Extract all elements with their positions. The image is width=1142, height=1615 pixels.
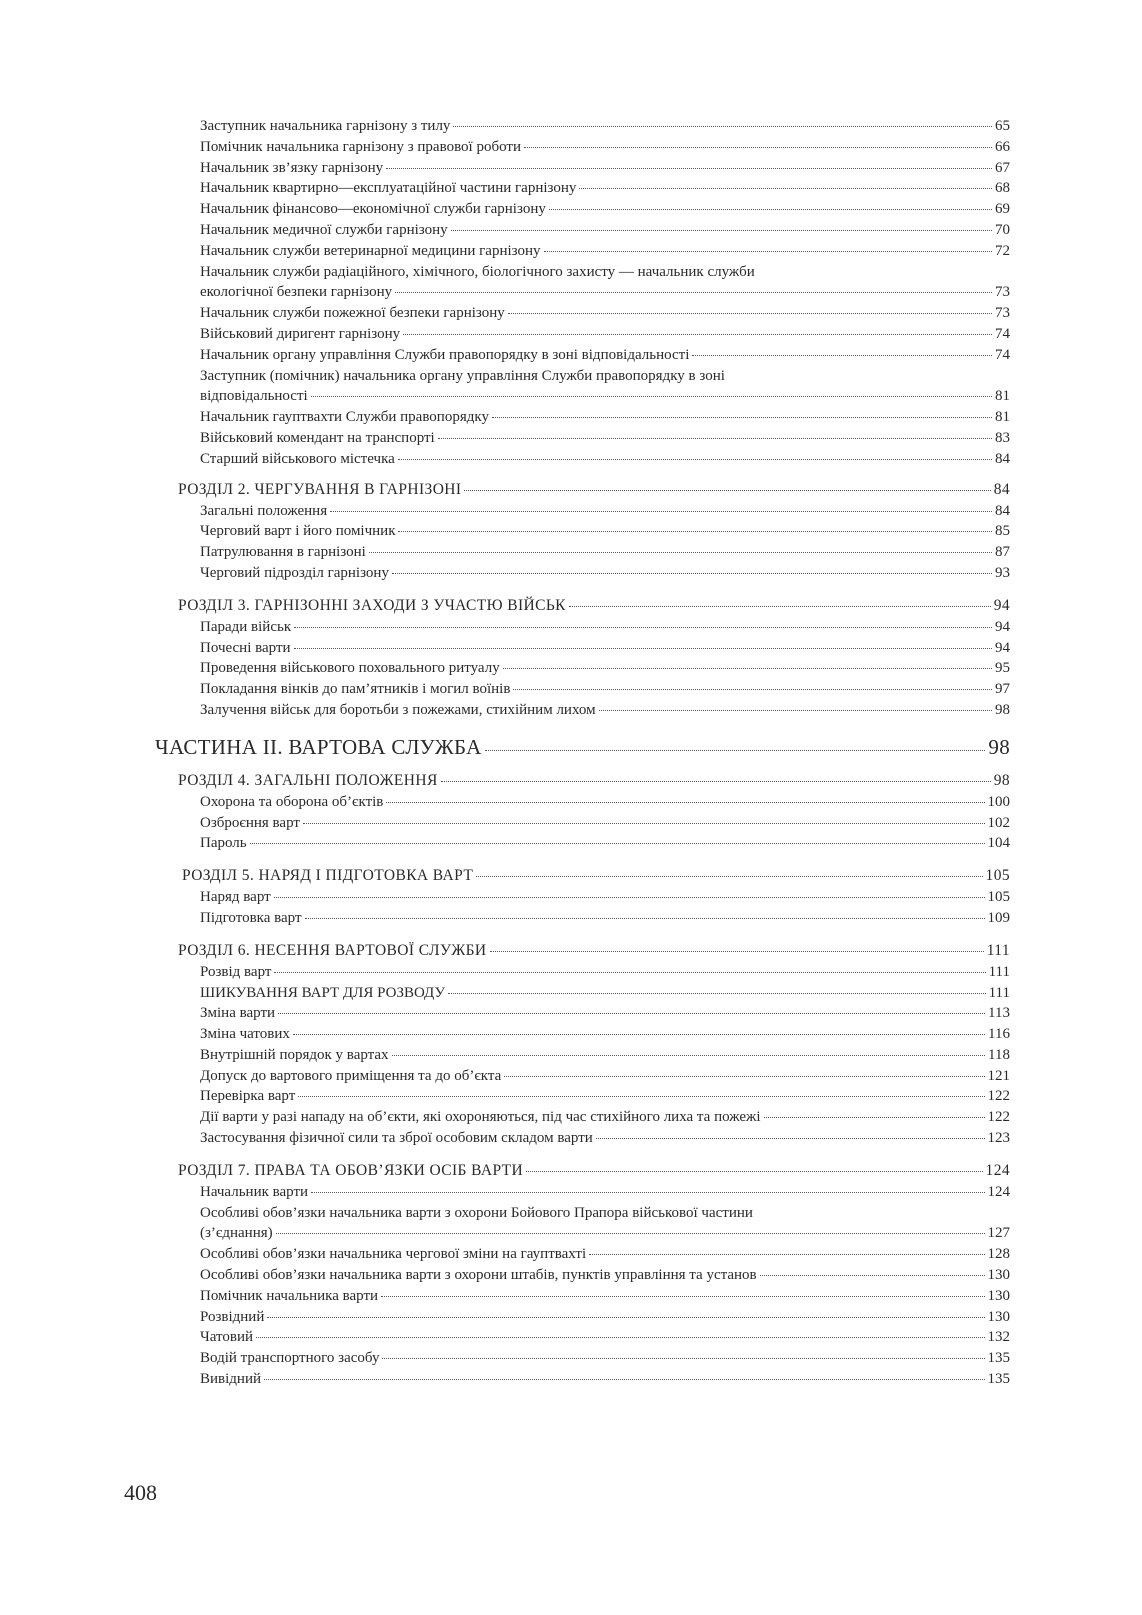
toc-entry[interactable] [178, 1107, 1010, 1128]
toc-entry-title: Розвід варт [200, 963, 272, 980]
toc-entry[interactable] [178, 282, 1010, 303]
dot-leader [508, 313, 992, 314]
toc-entry-title: Начальник варти [200, 1183, 309, 1200]
toc-entry[interactable] [178, 1286, 1010, 1307]
dot-leader [381, 1296, 984, 1297]
toc-entry[interactable] [178, 1307, 1010, 1328]
toc-entry-title: Водій транспортного засобу [200, 1350, 380, 1367]
toc-entry-title: Начальник гауптвахти Служби правопорядку [200, 409, 489, 426]
dot-leader [386, 802, 984, 803]
toc-entry-page: 87 [995, 544, 1010, 561]
toc-entry[interactable] [178, 638, 1010, 659]
toc-entry[interactable] [178, 1086, 1010, 1107]
dot-leader [403, 334, 992, 335]
toc-entry[interactable] [178, 792, 1010, 813]
dot-leader [311, 396, 992, 397]
dot-leader [264, 1379, 985, 1380]
dot-leader [294, 648, 992, 649]
toc-entry-title: Начальник зв’язку гарнізону [200, 159, 384, 176]
toc-entry-title: Старший військового містечка [200, 450, 395, 467]
toc-section-4[interactable] [178, 770, 1010, 791]
dot-leader [692, 355, 992, 356]
toc-entry-page: 85 [995, 523, 1010, 540]
toc-entry[interactable] [178, 679, 1010, 700]
toc-entry[interactable] [178, 428, 1010, 449]
toc-entry-title: Чатовий [200, 1329, 254, 1346]
toc-entry[interactable] [178, 501, 1010, 522]
toc-entry-page: 116 [988, 1026, 1010, 1043]
dot-leader [382, 1358, 984, 1359]
dot-leader [569, 606, 991, 607]
dot-leader [599, 710, 992, 711]
toc-section-page: 84 [993, 480, 1010, 498]
toc-entry[interactable] [178, 199, 1010, 220]
toc-entry-title: Начальник медичної служби гарнізону [200, 221, 448, 238]
toc-entry-title: Зміна варти [200, 1005, 276, 1022]
toc-entry-title: екологічної безпеки гарнізону [200, 284, 393, 301]
toc-entry-page: 74 [995, 325, 1010, 342]
toc-entry-page: 70 [995, 221, 1010, 238]
toc-entry-page: 69 [995, 201, 1010, 218]
toc-entry[interactable] [178, 178, 1010, 199]
toc-section-7[interactable] [178, 1160, 1010, 1181]
toc-entry[interactable] [178, 962, 1010, 983]
toc-entry-title: Перевірка варт [200, 1088, 296, 1105]
toc-section-page: 111 [986, 941, 1010, 959]
dot-leader [274, 897, 985, 898]
dot-leader [596, 1138, 985, 1139]
toc-entry[interactable] [178, 563, 1010, 584]
toc-entry-page: 102 [987, 814, 1010, 831]
dot-leader [760, 1275, 985, 1276]
toc-entry-title: Загальні положення [200, 502, 328, 519]
toc-entry-page: 83 [995, 429, 1010, 446]
toc-entry-page: 130 [987, 1308, 1010, 1325]
toc-entry[interactable] [178, 1265, 1010, 1286]
dot-leader [398, 459, 992, 460]
toc-entry-first-line: Заступник (помічник) начальника органу управління Служби правопорядку в зоні [200, 367, 725, 384]
toc-entry-page: 95 [995, 660, 1010, 677]
toc-entry-page: 74 [995, 346, 1010, 363]
dot-leader [526, 1171, 982, 1172]
toc-section-page: 98 [993, 771, 1010, 789]
toc-entry-title: Застосування фізичної сили та зброї особовим складом варти [200, 1130, 593, 1147]
toc-section-title: РОЗДІЛ 5. НАРЯД І ПІДГОТОВКА ВАРТ [182, 867, 474, 885]
dot-leader [549, 209, 992, 210]
toc-entry-title: Черговий підрозділ гарнізону [200, 564, 389, 581]
toc-entry[interactable] [178, 137, 1010, 158]
toc-entry-page: 135 [987, 1371, 1010, 1388]
toc-entry-title: Допуск до вартового приміщення та до об’єкта [200, 1067, 502, 1084]
toc-entry-title: Почесні варти [200, 639, 291, 656]
toc-entry-page: 121 [987, 1067, 1010, 1084]
toc-entry-title: Вивідний [200, 1371, 261, 1388]
toc-entry-page: 123 [987, 1130, 1010, 1147]
dot-leader [524, 147, 992, 148]
toc-entry-page: 118 [988, 1046, 1010, 1063]
toc-entry-page: 81 [995, 409, 1010, 426]
toc-entry-title: Зміна чатових [200, 1026, 290, 1043]
toc-entry[interactable] [178, 617, 1010, 638]
dot-leader [448, 993, 986, 994]
dot-leader [256, 1337, 984, 1338]
dot-leader [504, 1076, 984, 1077]
dot-leader [305, 918, 985, 919]
toc-section-page: 124 [985, 1161, 1010, 1179]
dot-leader [513, 689, 992, 690]
toc-entry[interactable] [178, 345, 1010, 366]
toc-section-2[interactable] [178, 479, 1010, 500]
toc-part-2[interactable] [155, 733, 1010, 761]
dot-leader [278, 1013, 985, 1014]
toc-entry-page: 68 [995, 180, 1010, 197]
toc-section-title: РОЗДІЛ 7. ПРАВА ТА ОБОВ’ЯЗКИ ОСІБ ВАРТИ [178, 1161, 524, 1179]
toc-entry-title: ШИКУВАННЯ ВАРТ ДЛЯ РОЗВОДУ [200, 984, 446, 1001]
toc-entry-title: відповідальності [200, 388, 308, 405]
toc-entry[interactable] [178, 407, 1010, 428]
toc-entry-page: 98 [995, 701, 1010, 718]
toc-section-6[interactable] [178, 940, 1010, 961]
toc-entry[interactable] [178, 1066, 1010, 1087]
toc-entry-title: Озброєння варт [200, 814, 300, 831]
toc-entry-title: (з’єднання) [200, 1225, 273, 1242]
toc-entry-title: Пароль [200, 835, 247, 852]
dot-leader [441, 781, 991, 782]
toc-part-title: ЧАСТИНА ІІ. ВАРТОВА СЛУЖБА [155, 734, 482, 759]
toc-entry-page: 109 [987, 909, 1010, 926]
toc-entry[interactable] [178, 116, 1010, 137]
toc-entry-title: Охорона та оборона об’єктів [200, 793, 384, 810]
dot-leader [544, 251, 992, 252]
toc-entry[interactable] [178, 449, 1010, 470]
toc-entry-title: Начальник служби пожежної безпеки гарнізону [200, 305, 505, 322]
toc-entry[interactable] [178, 1348, 1010, 1369]
dot-leader [395, 292, 992, 293]
toc-entry-page: 127 [987, 1225, 1010, 1242]
toc-entry-title: Начальник служби ветеринарної медицини гарнізону [200, 242, 541, 259]
toc-part-page: 98 [988, 734, 1010, 759]
toc-entry[interactable] [178, 1024, 1010, 1045]
toc-section-title: РОЗДІЛ 6. НЕСЕННЯ ВАРТОВОЇ СЛУЖБИ [178, 941, 487, 959]
toc-entry-first-line: Особливі обов’язки начальника варти з охорони Бойового Прапора військової частини [200, 1204, 753, 1221]
toc-entry-page: 72 [995, 242, 1010, 259]
toc-entry-page: 124 [987, 1183, 1010, 1200]
dot-leader [490, 951, 984, 952]
toc-entry[interactable] [178, 1182, 1010, 1203]
dot-leader [492, 417, 992, 418]
dot-leader [369, 552, 992, 553]
dot-leader [298, 1096, 984, 1097]
toc-entry-page: 65 [995, 118, 1010, 134]
toc-section-3[interactable] [178, 595, 1010, 616]
toc-entry-page: 130 [987, 1287, 1010, 1304]
toc-section-title: РОЗДІЛ 4. ЗАГАЛЬНІ ПОЛОЖЕННЯ [178, 771, 438, 789]
toc-entry-title: Покладання вінків до пам’ятників і могил воїнів [200, 681, 511, 698]
toc-entry-title: Паради військ [200, 618, 292, 635]
toc-entry-page: 73 [995, 284, 1010, 301]
dot-leader [330, 511, 992, 512]
toc-entry[interactable] [178, 887, 1010, 908]
toc-entry-page: 100 [987, 793, 1010, 810]
toc-section-title: РОЗДІЛ 2. ЧЕРГУВАННЯ В ГАРНІЗОНІ [178, 480, 462, 498]
toc-entry[interactable] [178, 1128, 1010, 1149]
toc-entry-title: Черговий варт і його помічник [200, 523, 396, 540]
toc-entry-page: 111 [988, 984, 1010, 1001]
toc-entry[interactable] [178, 158, 1010, 179]
toc-entry[interactable] [178, 1003, 1010, 1024]
toc-entry-title: Патрулювання в гарнізоні [200, 544, 366, 561]
toc-entry-page: 135 [987, 1350, 1010, 1367]
toc-entry[interactable] [178, 241, 1010, 262]
toc-entry-page: 84 [995, 450, 1010, 467]
toc-entry[interactable] [178, 220, 1010, 241]
toc-entry-page: 81 [995, 388, 1010, 405]
toc-entry-page: 73 [995, 305, 1010, 322]
toc-entry-page: 132 [987, 1329, 1010, 1346]
toc-entry-page: 122 [987, 1088, 1010, 1105]
dot-leader [503, 668, 992, 669]
toc-entry-title: Внутрішній порядок у вартах [200, 1046, 389, 1063]
dot-leader [386, 168, 992, 169]
toc-section-title: РОЗДІЛ 3. ГАРНІЗОННІ ЗАХОДИ З УЧАСТЮ ВІЙСЬК [178, 596, 566, 614]
toc-entry[interactable] [178, 324, 1010, 345]
toc-entry-page: 105 [987, 889, 1010, 906]
toc-entry-title: Помічник начальника гарнізону з правової роботи [200, 138, 521, 155]
toc-entry-title: Підготовка варт [200, 909, 302, 926]
toc-entry[interactable] [178, 303, 1010, 324]
toc-entry[interactable] [178, 1369, 1010, 1390]
dot-leader [274, 972, 985, 973]
dot-leader [267, 1317, 984, 1318]
toc-entry-page: 84 [995, 502, 1010, 519]
toc-entry-first-line: Начальник служби радіаційного, хімічного, біологічного захисту — начальник служби [200, 263, 755, 280]
toc-entry[interactable] [178, 386, 1010, 407]
toc-entry-page: 104 [987, 835, 1010, 852]
toc-section-5[interactable] [178, 865, 1010, 886]
toc-entry[interactable] [178, 813, 1010, 834]
toc-entry[interactable] [178, 658, 1010, 679]
dot-leader [303, 823, 985, 824]
toc-entry[interactable] [178, 700, 1010, 721]
toc-entry-title: Дії варти у разі нападу на об’єкти, які охороняються, під час стихійного лиха та пожежі [200, 1109, 761, 1126]
toc-entry[interactable] [178, 1045, 1010, 1066]
toc-entry[interactable] [178, 1223, 1010, 1244]
dot-leader [453, 126, 992, 127]
dot-leader [392, 1055, 985, 1056]
toc-entry-title: Залучення військ для боротьби з пожежами, стихійним лихом [200, 701, 596, 718]
dot-leader [293, 1034, 985, 1035]
dot-leader [451, 230, 992, 231]
toc-entry-title: Наряд варт [200, 889, 271, 906]
toc-entry[interactable] [178, 521, 1010, 542]
toc-entry-page: 93 [995, 564, 1010, 581]
toc-entry-page: 130 [987, 1267, 1010, 1284]
dot-leader [392, 573, 992, 574]
toc-entry[interactable] [178, 1327, 1010, 1348]
toc-entry-page: 128 [987, 1246, 1010, 1263]
toc-entry-title: Розвідний [200, 1308, 265, 1325]
dot-leader [311, 1192, 984, 1193]
dot-leader [294, 627, 992, 628]
toc-entry-title: Начальник квартирно—експлуатаційної частини гарнізону [200, 180, 577, 197]
toc-entry-title: Помічник начальника варти [200, 1287, 379, 1304]
dot-leader [250, 843, 985, 844]
dot-leader [276, 1233, 985, 1234]
toc-entry-title: Особливі обов’язки начальника варти з охорони штабів, пунктів управління та установ [200, 1267, 757, 1284]
toc-entry-page: 66 [995, 138, 1010, 155]
toc-entry-page: 94 [995, 618, 1010, 635]
dot-leader [485, 750, 986, 751]
toc-section-page: 105 [985, 867, 1010, 885]
toc-entry-title: Начальник органу управління Служби правопорядку в зоні відповідальності [200, 346, 690, 363]
dot-leader [589, 1254, 984, 1255]
table-of-contents [155, 116, 1010, 1390]
toc-entry-page: 111 [988, 963, 1010, 980]
toc-entry[interactable] [178, 542, 1010, 563]
toc-entry-page: 97 [995, 681, 1010, 698]
toc-entry-page: 113 [988, 1005, 1010, 1022]
toc-section-page: 94 [993, 596, 1010, 614]
dot-leader [438, 438, 992, 439]
page-number: 408 [124, 1480, 157, 1505]
toc-entry[interactable] [178, 983, 1010, 1004]
toc-entry-title: Начальник фінансово—економічної служби гарнізону [200, 201, 546, 218]
toc-entry-title: Заступник начальника гарнізону з тилу [200, 118, 451, 134]
dot-leader [476, 876, 982, 877]
toc-entry-title: Особливі обов’язки начальника чергової зміни на гауптвахті [200, 1246, 587, 1263]
toc-entry-title: Військовий диригент гарнізону [200, 325, 401, 342]
toc-entry[interactable] [178, 1244, 1010, 1265]
toc-entry-title: Проведення військового поховального ритуалу [200, 660, 500, 677]
toc-entry-page: 94 [995, 639, 1010, 656]
dot-leader [464, 490, 990, 491]
toc-entry[interactable] [178, 833, 1010, 854]
dot-leader [579, 188, 992, 189]
toc-entry-title: Військовий комендант на транспорті [200, 429, 435, 446]
dot-leader [764, 1117, 985, 1118]
toc-entry[interactable] [178, 908, 1010, 929]
dot-leader [398, 531, 992, 532]
toc-entry-page: 122 [987, 1109, 1010, 1126]
toc-entry-page: 67 [995, 159, 1010, 176]
